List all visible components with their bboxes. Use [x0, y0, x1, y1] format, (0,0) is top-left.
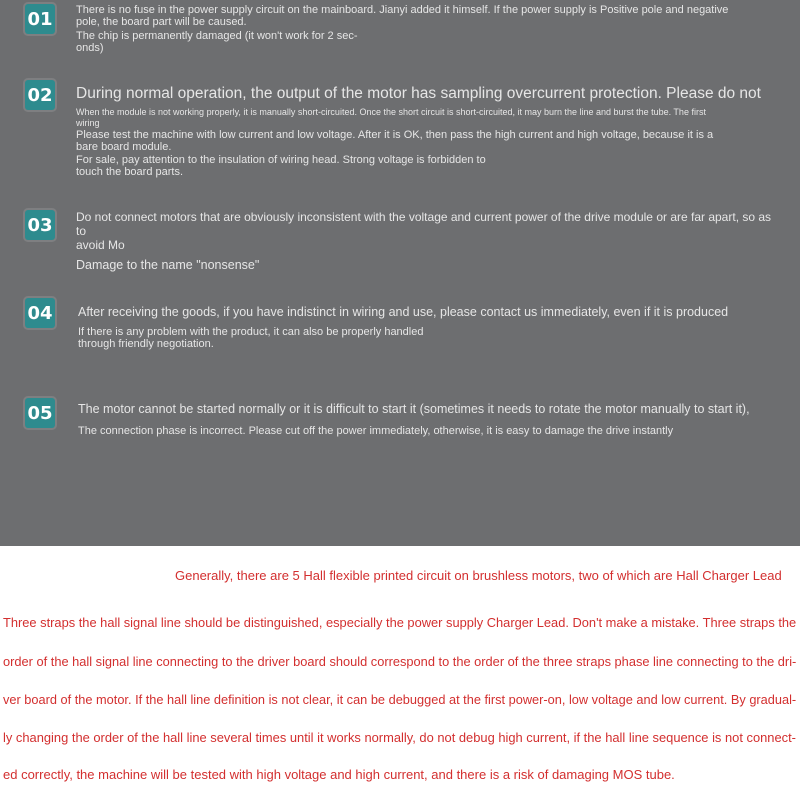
step-badge-01: 01	[25, 4, 55, 34]
note-01-line: onds)	[76, 42, 104, 54]
note-01	[76, 4, 776, 54]
step-badge-04: 04	[25, 298, 55, 328]
step-badge-03: 03	[25, 210, 55, 240]
note-01-line: The chip is permanently damaged (it won't work for 2 sec-	[76, 30, 358, 42]
note-01-line: pole, the board part will be caused.	[76, 16, 247, 28]
warning-line: ver board of the motor. If the hall line definition is not clear, it can be debugged at the first power-on, low voltage and low current. By gradual-	[3, 692, 797, 707]
warning-line: order of the hall signal line connecting to the driver board should correspond to the order of the three straps phase line connecting to the dri-	[3, 654, 797, 669]
note-03-line: Damage to the name "nonsense"	[76, 258, 260, 272]
warning-line: ed correctly, the machine will be tested with high voltage and high current, and there is a risk of damaging MOS tube.	[3, 767, 675, 782]
note-02-line: For sale, pay attention to the insulation of wiring head. Strong voltage is forbidden to	[76, 154, 486, 166]
note-02-line: wiring	[76, 118, 100, 128]
note-02-line: touch the board parts.	[76, 166, 184, 178]
note-03-line: avoid Mo	[76, 238, 125, 252]
note-02-heading: During normal operation, the output of the motor has sampling overcurrent protection. Please do not	[76, 85, 761, 102]
note-04-heading: After receiving the goods, if you have indistinct in wiring and use, please contact us immediately, even if it is produced	[78, 305, 729, 319]
step-badge-02: 02	[25, 80, 55, 110]
note-04	[78, 305, 778, 350]
warning-line: Three straps the hall signal line should be distinguished, especially the power supply Charger Lead. Don't make a mistake. Three straps the	[3, 615, 797, 630]
note-05-heading: The motor cannot be started normally or it is difficult to start it (sometimes it needs to rotate the motor manually to start it),	[78, 402, 750, 416]
note-02-line: bare board module.	[76, 141, 172, 153]
note-01-line: There is no fuse in the power supply circuit on the mainboard. Jianyi added it himself. If the power supply is Positive pole and negative	[76, 4, 729, 16]
note-02-line: Please test the machine with low current and low voltage. After it is OK, then pass the high current and high voltage, because it is a	[76, 129, 714, 141]
note-03-line: Do not connect motors that are obviously inconsistent with the voltage and current power of the drive module or are far apart, so as to	[76, 210, 772, 238]
warning-line: Generally, there are 5 Hall flexible printed circuit on brushless motors, two of which are Hall Charger Lead	[175, 568, 782, 583]
warning-line: ly changing the order of the hall line several times until it works normally, do not debug high current, if the hall line sequence is not connect-	[3, 730, 796, 745]
hall-wiring-warning	[0, 546, 800, 800]
note-05-line: The connection phase is incorrect. Please cut off the power immediately, otherwise, it is easy to damage the drive instantly	[78, 425, 674, 437]
note-05	[78, 402, 778, 437]
note-04-line: If there is any problem with the product, it can also be properly handled	[78, 326, 424, 338]
note-04-line: through friendly negotiation.	[78, 338, 214, 350]
note-02	[76, 84, 776, 178]
step-badge-05: 05	[25, 398, 55, 428]
note-02-line: When the module is not working properly, it is manually short-circuited. Once the short circuit is short-circuited, it may burn the line and burst the tube. The first	[76, 107, 706, 117]
note-03	[76, 210, 776, 272]
